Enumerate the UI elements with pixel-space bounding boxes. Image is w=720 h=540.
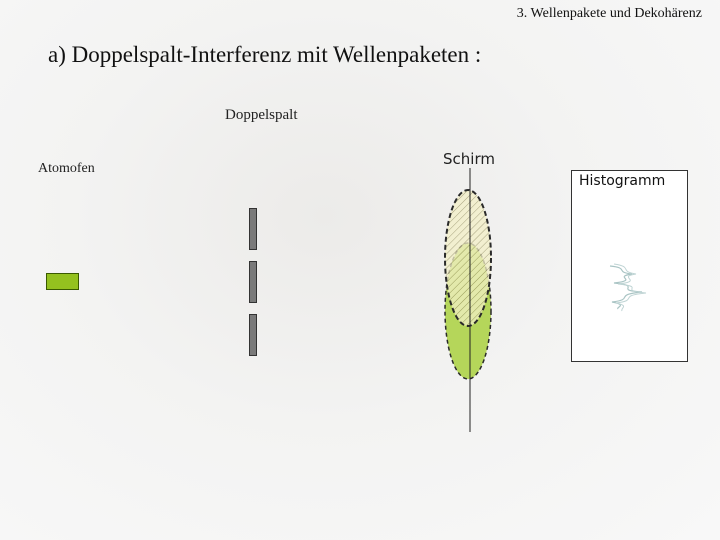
slide-title: a) Doppelspalt-Interferenz mit Wellenpaketen : xyxy=(48,42,482,67)
interference-pattern-wave xyxy=(610,266,642,309)
interference-pattern-wave-secondary xyxy=(614,264,646,311)
double-slit-label: Doppelspalt xyxy=(225,107,298,123)
section-reference: 3. Wellenpakete und Dekohärenz xyxy=(516,6,702,21)
screen-label: Schirm xyxy=(443,150,495,168)
atom-oven-label: Atomofen xyxy=(38,161,95,176)
histogram-label: Histogramm xyxy=(579,173,666,189)
